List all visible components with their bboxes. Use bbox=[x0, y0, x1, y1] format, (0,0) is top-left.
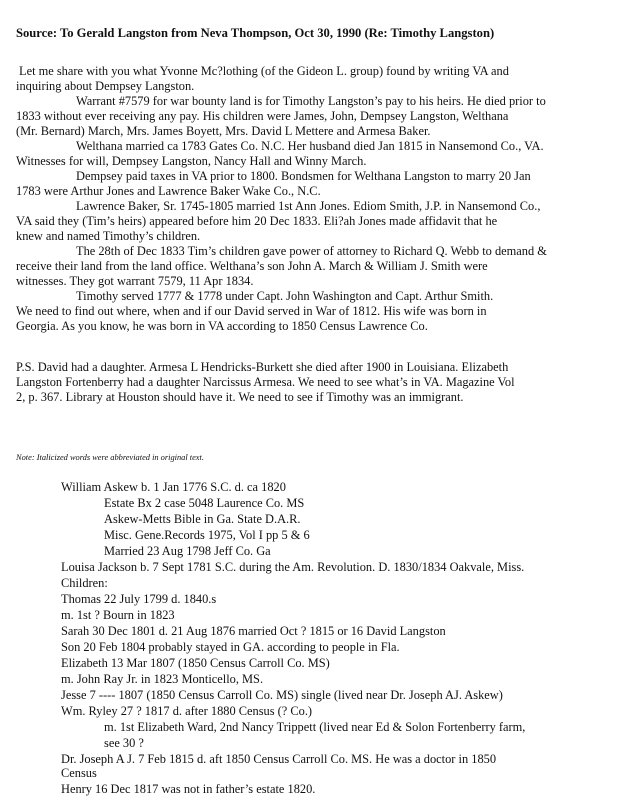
genealogy-line: Thomas 22 July 1799 d. 1840.s bbox=[61, 592, 217, 606]
genealogy-line: Wm. Ryley 27 ? 1817 d. after 1880 Census (? Co.) bbox=[61, 704, 313, 718]
genealogy-line: Askew-Metts Bible in Ga. State D.A.R. bbox=[104, 512, 301, 526]
genealogy-line: Son 20 Feb 1804 probably stayed in GA. according to people in Fla. bbox=[61, 640, 400, 654]
letter-line: Witnesses for will, Dempsey Langston, Nancy Hall and Winny March. bbox=[16, 154, 367, 168]
genealogy-line: m. 1st Elizabeth Ward, 2nd Nancy Trippett (lived near Ed & Solon Fortenberry farm, bbox=[104, 720, 526, 734]
genealogy-line: Misc. Gene.Records 1975, Vol I pp 5 & 6 bbox=[104, 528, 310, 542]
letter-line: receive their land from the land office. Welthana’s son John A. March & William J. Smith were bbox=[16, 259, 488, 273]
genealogy-line: Jesse 7 ---- 1807 (1850 Census Carroll Co. MS) single (lived near Dr. Joseph AJ. Askew) bbox=[61, 688, 503, 702]
genealogy-line: Louisa Jackson b. 7 Sept 1781 S.C. during the Am. Revolution. D. 1830/1834 Oakvale, Miss. bbox=[61, 560, 525, 574]
genealogy-line: see 30 ? bbox=[104, 736, 144, 750]
genealogy-line: m. John Ray Jr. in 1823 Monticello, MS. bbox=[61, 672, 264, 686]
letter-line: inquiring about Dempsey Langston. bbox=[16, 79, 195, 93]
postscript-line: 2, p. 367. Library at Houston should have it. We need to see if Timothy was an immigrant. bbox=[16, 390, 464, 404]
letter-line: Welthana married ca 1783 Gates Co. N.C. Her husband died Jan 1815 in Nansemond Co., VA. bbox=[76, 139, 544, 153]
postscript-line: Langston Fortenberry had a daughter Narcissus Armesa. We need to see what’s in VA. Magazine Vol bbox=[16, 375, 515, 389]
letter-line: Timothy served 1777 & 1778 under Capt. John Washington and Capt. Arthur Smith. bbox=[76, 289, 494, 303]
genealogy-line: Elizabeth 13 Mar 1807 (1850 Census Carroll Co. MS) bbox=[61, 656, 330, 670]
italics-note: Note: Italicized words were abbreviated in original text. bbox=[16, 453, 204, 462]
letter-line: Dempsey paid taxes in VA prior to 1800. Bondsmen for Welthana Langston to marry 20 Jan bbox=[76, 169, 531, 183]
letter-line: witnesses. They got warrant 7579, 11 Apr 1834. bbox=[16, 274, 254, 288]
genealogy-line: Henry 16 Dec 1817 was not in father’s estate 1820. bbox=[61, 782, 316, 796]
letter-line: Lawrence Baker, Sr. 1745-1805 married 1st Ann Jones. Ediom Smith, J.P. in Nansemond Co., bbox=[76, 199, 541, 213]
letter-line: 1833 without ever receiving any pay. His children were James, John, Dempsey Langston, Welthana bbox=[16, 109, 509, 123]
letter-line: 1783 were Arthur Jones and Lawrence Baker Wake Co., N.C. bbox=[16, 184, 321, 198]
genealogy-line: Sarah 30 Dec 1801 d. 21 Aug 1876 married Oct ? 1815 or 16 David Langston bbox=[61, 624, 446, 638]
letter-line: We need to find out where, when and if our David served in War of 1812. His wife was born in bbox=[16, 304, 487, 318]
letter-line: Georgia. As you know, he was born in VA according to 1850 Census Lawrence Co. bbox=[16, 319, 428, 333]
letter-line: VA said they (Tim’s heirs) appeared before him 20 Dec 1833. Eli?ah Jones made affidavit that he bbox=[16, 214, 498, 228]
letter-line: (Mr. Bernard) March, Mrs. James Boyett, Mrs. David L Mettere and Armesa Baker. bbox=[16, 124, 431, 138]
genealogy-line: Married 23 Aug 1798 Jeff Co. Ga bbox=[104, 544, 271, 558]
source-title: Source: To Gerald Langston from Neva Thompson, Oct 30, 1990 (Re: Timothy Langston) bbox=[16, 26, 495, 40]
genealogy-line: William Askew b. 1 Jan 1776 S.C. d. ca 1820 bbox=[61, 480, 286, 494]
letter-line: knew and named Timothy’s children. bbox=[16, 229, 201, 243]
genealogy-line: Children: bbox=[61, 576, 108, 590]
postscript-line: P.S. David had a daughter. Armesa L Hendricks-Burkett she died after 1900 in Louisiana. Elizabeth bbox=[16, 360, 509, 374]
genealogy-line: Census bbox=[61, 766, 97, 780]
genealogy-line: Estate Bx 2 case 5048 Laurence Co. MS bbox=[104, 496, 305, 510]
letter-line: The 28th of Dec 1833 Tim’s children gave power of attorney to Richard Q. Webb to demand & bbox=[76, 244, 547, 258]
letter-line: Warrant #7579 for war bounty land is for Timothy Langston’s pay to his heirs. He died prior to bbox=[76, 94, 546, 108]
letter-line: Let me share with you what Yvonne Mc?lothing (of the Gideon L. group) found by writing VA and bbox=[19, 64, 509, 78]
genealogy-line: Dr. Joseph A J. 7 Feb 1815 d. aft 1850 Census Carroll Co. MS. He was a doctor in 1850 bbox=[61, 752, 497, 766]
genealogy-line: m. 1st ? Bourn in 1823 bbox=[61, 608, 175, 622]
